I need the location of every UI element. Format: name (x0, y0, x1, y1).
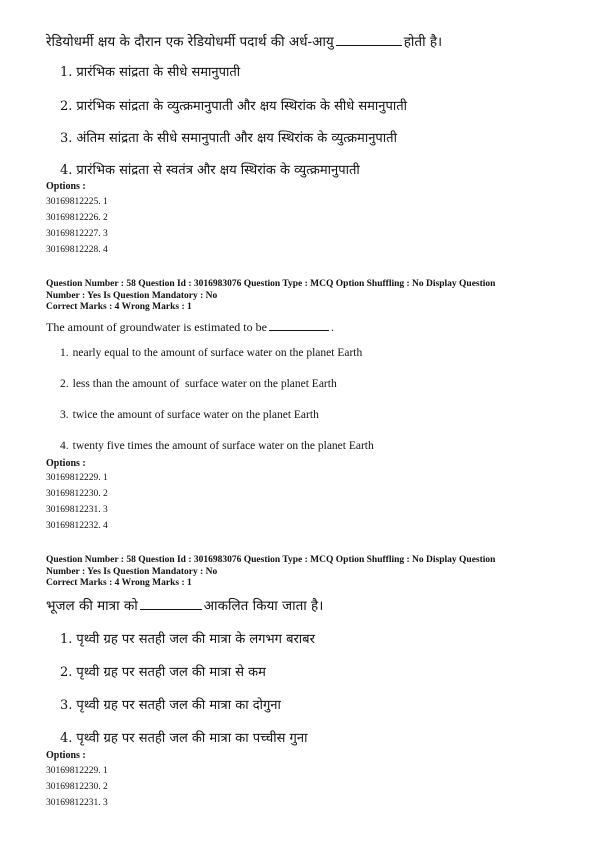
answer-blank (336, 33, 402, 46)
option-id: 30169812231. 3 (46, 798, 108, 808)
option-text: less than the amount of surface water on the planet Earth (72, 378, 337, 390)
option-text: पृथ्वी ग्रह पर सतही जल की मात्रा का दोगुना (76, 698, 281, 713)
stem-text-after: . (330, 320, 334, 334)
option-id: 30169812225. 1 (46, 197, 108, 207)
meta-line: Number : Yes Is Question Mandatory : No (46, 566, 218, 577)
option-text: twice the amount of surface water on the planet Earth (72, 409, 319, 421)
question-meta (46, 555, 556, 590)
option-text: प्रारंभिक सांद्रता के सीधे समानुपाती (76, 65, 241, 80)
option-text: पृथ्वी ग्रह पर सतही जल की मात्रा के लगभग बराबर (76, 632, 315, 647)
question-meta (46, 279, 556, 314)
option-2: 2. प्रारंभिक सांद्रता के व्युत्क्रमानुपाती और क्षय स्थिरांक के सीधे समानुपाती (60, 99, 408, 114)
meta-line: Question Number : 58 Question Id : 3016983076 Question Type : MCQ Option Shuffling : No Display Question (46, 555, 496, 565)
option-2: 2. पृथ्वी ग्रह पर सतही जल की मात्रा से कम (60, 665, 266, 680)
option-4: 4. प्रारंभिक सांद्रता से स्वतंत्र और क्षय स्थिरांक के व्युत्क्रमानुपाती (60, 163, 360, 178)
question-stem (46, 32, 442, 50)
answer-blank (140, 597, 202, 610)
option-1: 1. प्रारंभिक सांद्रता के सीधे समानुपाती (60, 65, 241, 80)
option-text: अंतिम सांद्रता के सीधे समानुपाती और क्षय स्थिरांक के व्युत्क्रमानुपाती (76, 131, 397, 146)
option-id: 30169812227. 3 (46, 229, 108, 239)
stem-text-after: आकलित किया जाता है। (203, 598, 324, 614)
option-id: 30169812230. 2 (46, 489, 108, 499)
options-label: Options : (46, 750, 86, 761)
option-text: प्रारंभिक सांद्रता के व्युत्क्रमानुपाती और क्षय स्थिरांक के सीधे समानुपाती (76, 99, 408, 114)
option-1: 1. nearly equal to the amount of surface water on the planet Earth (60, 347, 363, 359)
stem-text-before: रेडियोधर्मी क्षय के दौरान एक रेडियोधर्मी पदार्थ की अर्ध-आयु (46, 34, 334, 50)
stem-text-before: भूजल की मात्रा को (46, 598, 138, 614)
meta-line: Question Number : 58 Question Id : 3016983076 Question Type : MCQ Option Shuffling : No Display Question (46, 279, 496, 289)
option-3: 3. पृथ्वी ग्रह पर सतही जल की मात्रा का दोगुना (60, 698, 281, 713)
options-label: Options : (46, 458, 86, 469)
option-4: 4. twenty five times the amount of surface water on the planet Earth (60, 440, 374, 452)
option-3: 3. twice the amount of surface water on the planet Earth (60, 409, 319, 421)
option-id: 30169812229. 1 (46, 473, 108, 483)
option-id: 30169812229. 1 (46, 766, 108, 776)
option-id: 30169812231. 3 (46, 505, 108, 515)
option-text: पृथ्वी ग्रह पर सतही जल की मात्रा का पच्चीस गुना (76, 731, 308, 746)
answer-blank (269, 318, 329, 331)
option-3: 3. अंतिम सांद्रता के सीधे समानुपाती और क्षय स्थिरांक के व्युत्क्रमानुपाती (60, 131, 397, 146)
meta-line: Correct Marks : 4 Wrong Marks : 1 (46, 578, 192, 588)
options-label: Options : (46, 181, 86, 192)
stem-text-before: The amount of groundwater is estimated to be (46, 320, 267, 334)
meta-line: Correct Marks : 4 Wrong Marks : 1 (46, 302, 192, 312)
stem-text-after: होती है। (403, 34, 443, 50)
option-2: 2. less than the amount of surface water on the planet Earth (60, 378, 337, 390)
option-id: 30169812226. 2 (46, 213, 108, 223)
option-text: twenty five times the amount of surface water on the planet Earth (72, 440, 374, 452)
option-4: 4. पृथ्वी ग्रह पर सतही जल की मात्रा का पच्चीस गुना (60, 731, 308, 746)
question-stem (46, 596, 323, 614)
question-stem (46, 318, 334, 335)
meta-line: Number : Yes Is Question Mandatory : No (46, 290, 218, 301)
option-id: 30169812228. 4 (46, 245, 108, 255)
option-id: 30169812232. 4 (46, 521, 108, 531)
option-text: nearly equal to the amount of surface water on the planet Earth (72, 347, 363, 359)
option-text: पृथ्वी ग्रह पर सतही जल की मात्रा से कम (76, 665, 266, 680)
option-1: 1. पृथ्वी ग्रह पर सतही जल की मात्रा के लगभग बराबर (60, 632, 315, 647)
option-text: प्रारंभिक सांद्रता से स्वतंत्र और क्षय स्थिरांक के व्युत्क्रमानुपाती (76, 163, 360, 178)
option-id: 30169812230. 2 (46, 782, 108, 792)
